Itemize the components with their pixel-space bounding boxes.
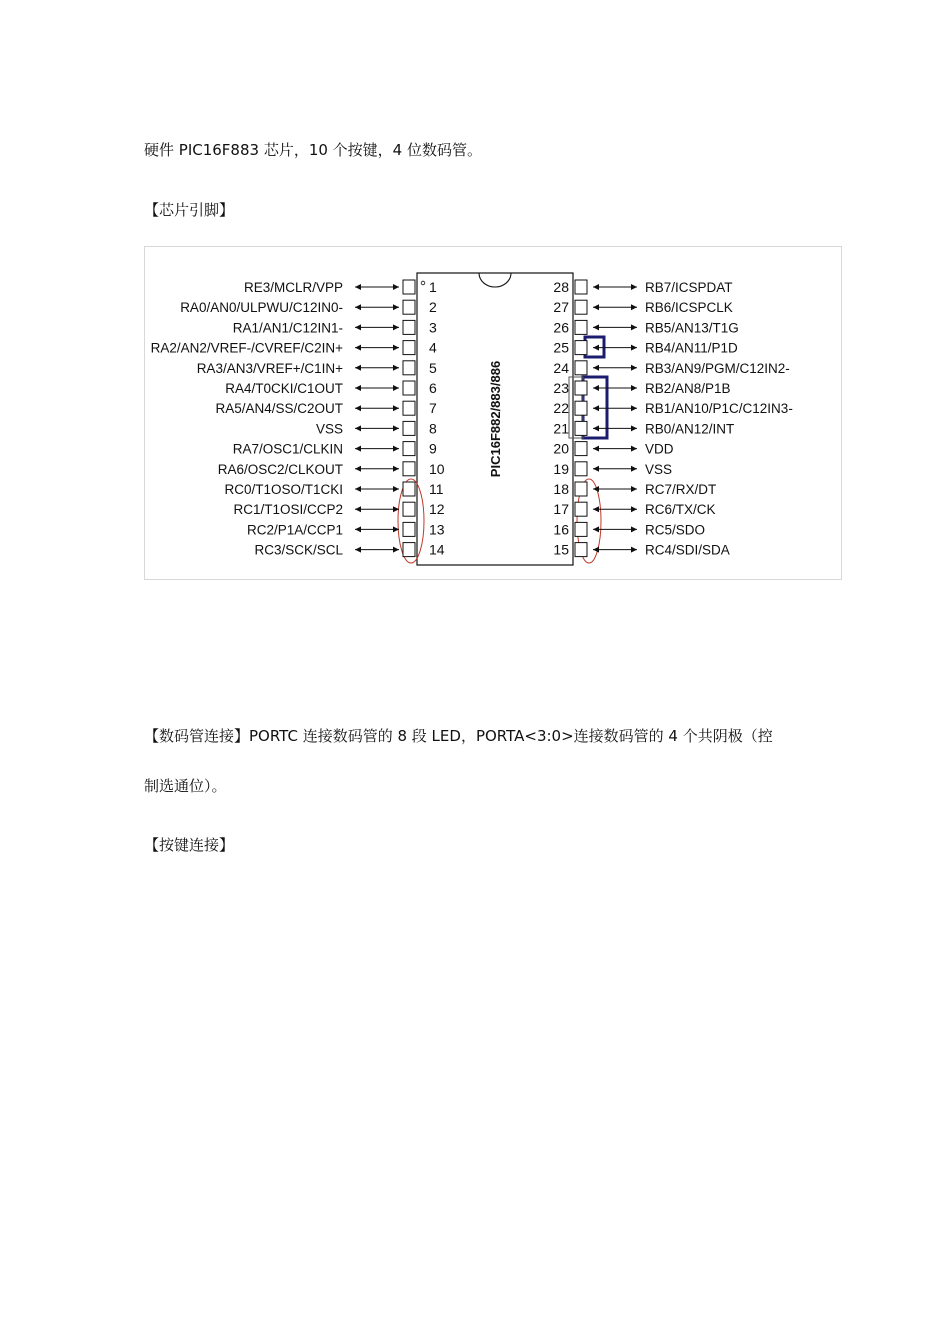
left-arrow-out <box>355 486 361 492</box>
right-arrow-out <box>631 526 637 532</box>
right-pin-box <box>575 300 587 314</box>
right-pin-number: 18 <box>553 481 569 497</box>
right-arrow-out <box>631 324 637 330</box>
right-arrow-in <box>593 304 599 310</box>
right-arrow-out <box>631 284 637 290</box>
left-arrow-out <box>355 304 361 310</box>
right-pin-number: 15 <box>553 541 569 558</box>
right-pin-label: RC4/SDI/SDA <box>645 542 730 558</box>
right-pin-label: RB4/AN11/P1D <box>645 340 738 356</box>
pinout-diagram <box>145 247 841 579</box>
right-pin-label: RB2/AN8/P1B <box>645 381 731 396</box>
right-pin-box <box>575 280 587 294</box>
left-pin-box <box>403 482 415 496</box>
right-pin-number: 22 <box>553 400 569 417</box>
left-pin-number: 8 <box>429 420 437 437</box>
pin-section-heading: 【芯片引脚】 <box>144 201 235 219</box>
right-arrow-in <box>593 284 599 290</box>
right-pin-label: RC5/SDO <box>645 522 706 538</box>
left-arrow-in <box>393 385 399 391</box>
right-pin-label: RB1/AN10/P1C/C12IN3- <box>645 401 793 417</box>
right-pin-box <box>575 543 587 557</box>
right-arrow-out <box>631 405 637 411</box>
display-connection-line1: 【数码管连接】PORTC 连接数码管的 8 段 LED，PORTA<3:0>连接数码管的 4 个共阴极（控 <box>144 727 773 745</box>
left-pin-number: 2 <box>429 299 437 316</box>
left-pin-label: RC2/P1A/CCP1 <box>246 522 343 538</box>
left-pin-label: RA3/AN3/VREF+/C1IN+ <box>196 360 343 376</box>
left-pin-number: 12 <box>429 501 445 518</box>
left-arrow-in <box>393 405 399 411</box>
right-arrow-out <box>631 345 637 351</box>
right-pin-label: RC6/TX/CK <box>645 502 716 518</box>
left-arrow-in <box>393 486 399 492</box>
left-arrow-in <box>393 466 399 472</box>
right-arrow-in <box>593 365 599 371</box>
right-pin-number: 19 <box>553 460 569 477</box>
right-arrow-out <box>631 547 637 553</box>
right-pin-label: RC7/RX/DT <box>645 482 717 497</box>
left-pin-box <box>403 543 415 557</box>
left-pin-box <box>403 522 415 536</box>
left-pin-box <box>403 401 415 415</box>
right-arrow-out <box>631 365 637 371</box>
left-pin-number: 1 <box>429 279 437 295</box>
left-pin-number: 7 <box>429 400 437 417</box>
left-pin-label: RA7/OSC1/CLKIN <box>232 441 343 457</box>
left-pin-number: 6 <box>429 380 437 396</box>
right-arrow-in <box>593 345 599 351</box>
left-pin-box <box>403 280 415 294</box>
right-arrow-in <box>593 385 599 391</box>
left-arrow-in <box>393 345 399 351</box>
display-connection-line2: 制选通位）。 <box>144 777 227 795</box>
right-arrow-out <box>631 385 637 391</box>
left-arrow-out <box>355 547 361 553</box>
right-pin-box <box>575 401 587 415</box>
left-pin-label: VSS <box>315 421 343 437</box>
left-pin-box <box>403 361 415 375</box>
left-arrow-out <box>355 446 361 452</box>
left-arrow-in <box>393 304 399 310</box>
left-pin-label: RE3/MCLR/VPP <box>243 280 343 295</box>
left-pin-number: 5 <box>429 359 437 376</box>
left-pin-box <box>403 341 415 355</box>
left-arrow-out <box>355 405 361 411</box>
left-pin-number: 3 <box>429 319 437 336</box>
right-pin-label: RB5/AN13/T1G <box>645 320 739 336</box>
left-pin-label: RC0/T1OSO/T1CKI <box>224 482 343 497</box>
left-pin-label: RA4/T0CKI/C1OUT <box>225 381 343 396</box>
right-arrow-in <box>593 425 599 431</box>
right-arrow-in <box>593 466 599 472</box>
left-pin-label: RC3/SCK/SCL <box>254 542 343 558</box>
right-arrow-in <box>593 547 599 553</box>
right-pin-number: 25 <box>553 339 569 356</box>
left-arrow-in <box>393 324 399 330</box>
right-pin-number: 17 <box>553 501 569 518</box>
left-pin-box <box>403 300 415 314</box>
left-arrow-in <box>393 446 399 452</box>
left-pin-number: 9 <box>429 440 437 457</box>
left-pin-box <box>403 462 415 476</box>
right-pin-label: RB0/AN12/INT <box>645 421 735 437</box>
left-arrow-out <box>355 506 361 512</box>
left-pin-number: 10 <box>429 460 445 477</box>
right-arrow-out <box>631 486 637 492</box>
left-arrow-in <box>393 425 399 431</box>
right-pin-box <box>575 482 587 496</box>
right-pin-number: 21 <box>553 420 569 437</box>
chip-name: PIC16F882/883/886 <box>488 360 503 478</box>
right-arrow-out <box>631 425 637 431</box>
right-pin-label: VDD <box>645 441 674 457</box>
right-arrow-in <box>593 446 599 452</box>
left-arrow-in <box>393 547 399 553</box>
left-arrow-out <box>355 345 361 351</box>
left-arrow-in <box>393 284 399 290</box>
right-pin-label: RB6/ICSPCLK <box>645 300 733 316</box>
right-pin-box <box>575 361 587 375</box>
left-pin-box <box>403 320 415 334</box>
left-pin-box <box>403 442 415 456</box>
key-section-heading: 【按键连接】 <box>144 836 235 854</box>
left-arrow-out <box>355 385 361 391</box>
left-pin-number: 13 <box>429 521 445 538</box>
right-pin-number: 23 <box>553 380 569 396</box>
right-pin-box <box>575 462 587 476</box>
left-pin-number: 4 <box>429 339 437 356</box>
left-pin-box <box>403 381 415 395</box>
left-pin-number: 11 <box>429 481 444 497</box>
hardware-description: 硬件 PIC16F883 芯片，10 个按键，4 位数码管。 <box>144 141 482 159</box>
right-pin-label: RB3/AN9/PGM/C12IN2- <box>645 360 790 376</box>
right-pin-box <box>575 320 587 334</box>
left-pin-label: RA2/AN2/VREF-/CVREF/C2IN+ <box>150 340 343 356</box>
left-arrow-out <box>355 466 361 472</box>
left-arrow-out <box>355 324 361 330</box>
left-arrow-out <box>355 284 361 290</box>
chip-pinout-figure <box>144 246 842 580</box>
right-arrow-out <box>631 466 637 472</box>
right-pin-number: 28 <box>553 279 569 295</box>
left-pin-box <box>403 502 415 516</box>
right-pin-box <box>575 502 587 516</box>
left-arrow-out <box>355 526 361 532</box>
right-pin-box <box>575 522 587 536</box>
right-pin-number: 24 <box>553 359 569 376</box>
right-pins <box>553 279 792 558</box>
right-pin-box <box>575 341 587 355</box>
left-arrow-out <box>355 425 361 431</box>
right-arrow-in <box>593 506 599 512</box>
left-pins <box>151 279 445 558</box>
right-pin-box <box>575 421 587 435</box>
right-pin-label: RB7/ICSPDAT <box>645 280 733 295</box>
right-pin-box <box>575 442 587 456</box>
left-pin-box <box>403 421 415 435</box>
left-pin-label: RC1/T1OSI/CCP2 <box>233 502 343 518</box>
left-pin-label: RA1/AN1/C12IN1- <box>232 320 343 336</box>
left-arrow-out <box>355 365 361 371</box>
right-pin-number: 26 <box>553 319 569 336</box>
left-arrow-in <box>393 365 399 371</box>
right-arrow-out <box>631 506 637 512</box>
left-pin-label: RA5/AN4/SS/C2OUT <box>215 401 343 417</box>
left-pin-number: 14 <box>429 541 445 558</box>
right-pin-box <box>575 381 587 395</box>
left-pin-label: RA6/OSC2/CLKOUT <box>217 461 343 477</box>
right-pin-number: 27 <box>553 299 569 316</box>
right-pin-number: 16 <box>553 521 569 538</box>
right-arrow-out <box>631 446 637 452</box>
right-arrow-in <box>593 405 599 411</box>
right-arrow-in <box>593 324 599 330</box>
right-pin-number: 20 <box>553 440 569 457</box>
right-arrow-out <box>631 304 637 310</box>
left-pin-label: RA0/AN0/ULPWU/C12IN0- <box>180 300 343 316</box>
right-pin-label: VSS <box>645 461 673 477</box>
right-arrow-in <box>593 526 599 532</box>
